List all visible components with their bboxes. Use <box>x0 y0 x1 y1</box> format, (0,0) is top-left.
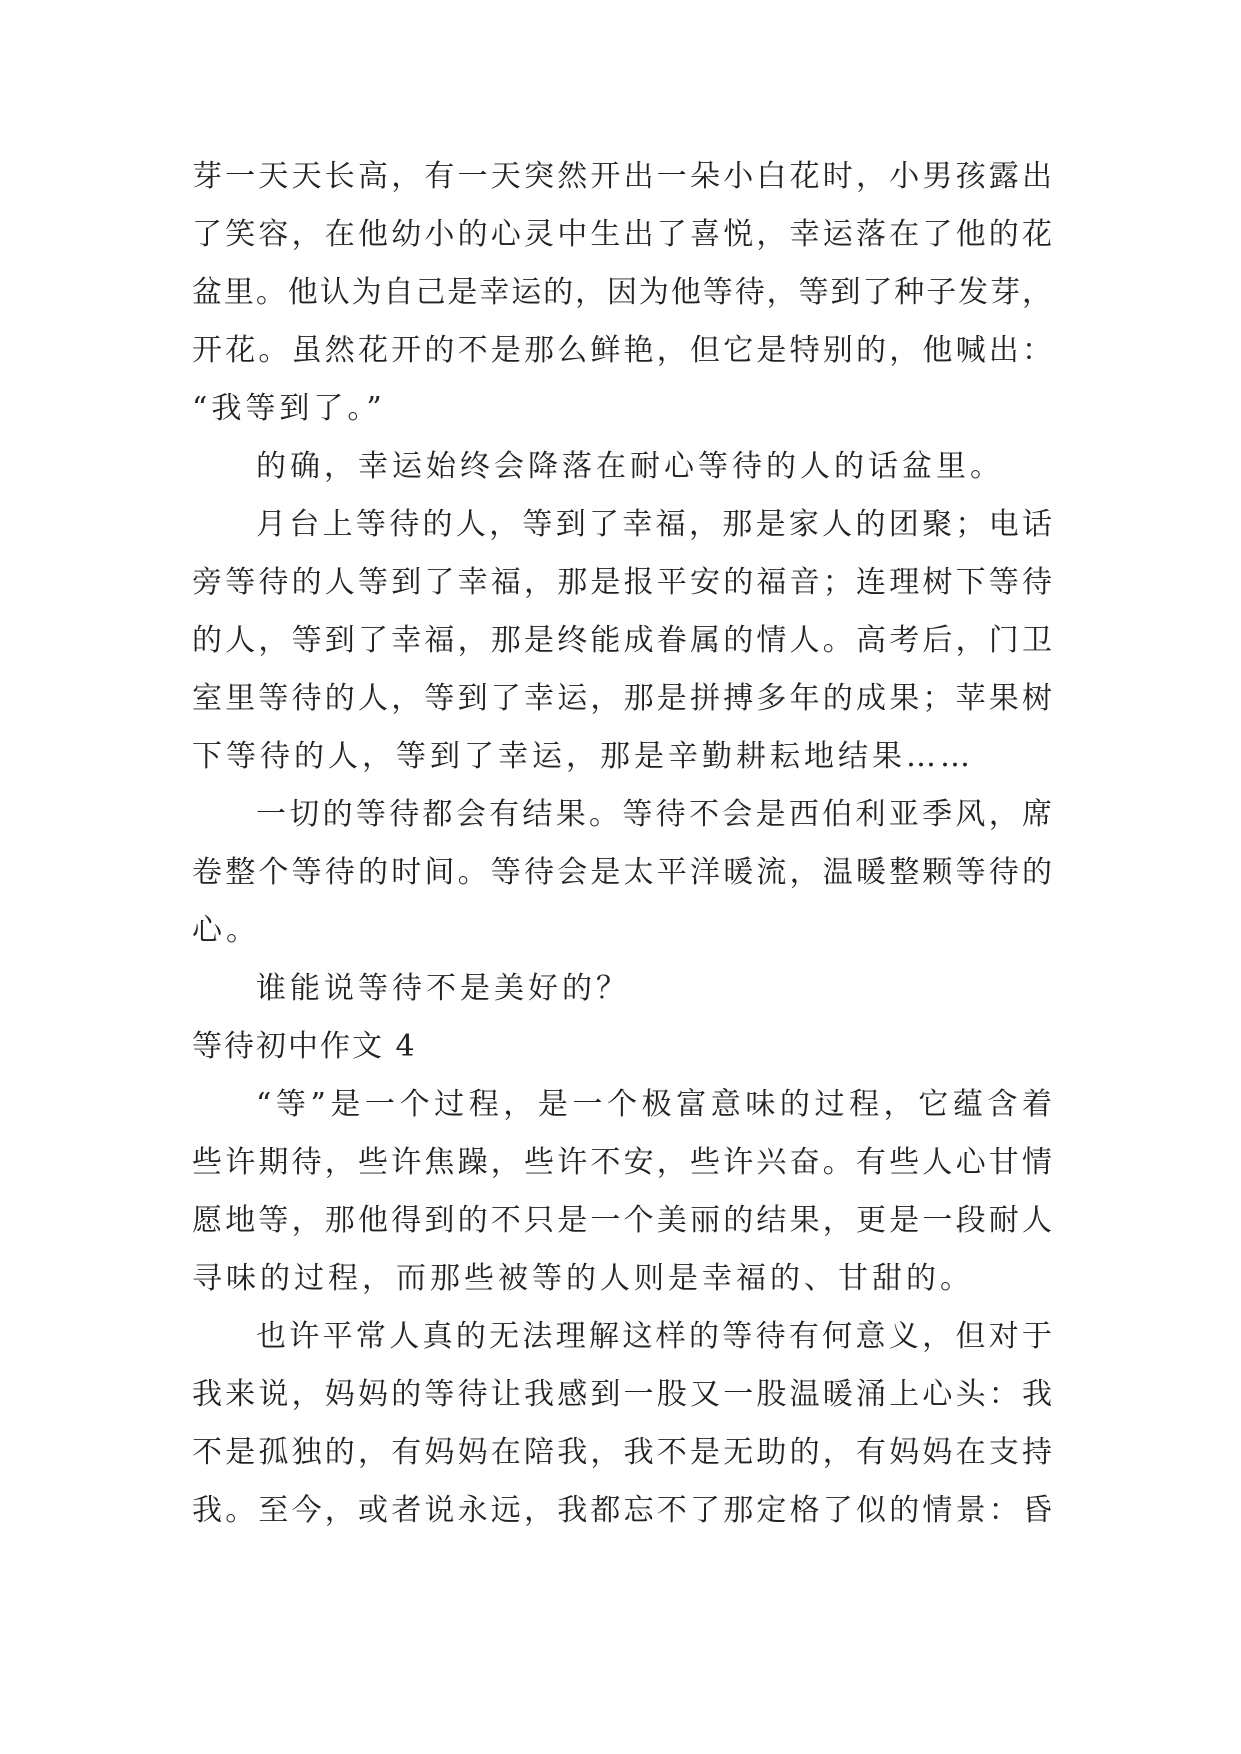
text-line: 芽一天天长高，有一天突然开出一朵小白花时，小男孩露出 <box>192 159 1052 194</box>
text-line: 寻味的过程，而那些被等的人则是幸福的、甘甜的。 <box>192 1261 974 1296</box>
text-line: 室里等待的人，等到了幸运，那是拼搏多年的成果；苹果树 <box>192 681 1052 716</box>
essay-heading: 等待初中作文 4 <box>192 1029 417 1064</box>
text-line: 我。至今，或者说永远，我都忘不了那定格了似的情景：昏 <box>192 1493 1052 1528</box>
document-page <box>192 148 1052 1540</box>
text-line: 了笑容，在他幼小的心灵中生出了喜悦，幸运落在了他的花 <box>192 217 1052 252</box>
text-line: 些许期待，些许焦躁，些许不安，些许兴奋。有些人心甘情 <box>192 1145 1052 1180</box>
text-line: 也许平常人真的无法理解这样的等待有何意义，但对于 <box>256 1319 1052 1354</box>
text-line: 愿地等，那他得到的不只是一个美丽的结果，更是一段耐人 <box>192 1203 1052 1238</box>
text-line: “我等到了。” <box>192 391 386 426</box>
text-line: 开花。虽然花开的不是那么鲜艳，但它是特别的，他喊出： <box>192 333 1052 368</box>
essay-body-part-1 <box>192 148 1052 1018</box>
essay-body-part-2 <box>192 1076 1052 1540</box>
text-line: 月台上等待的人，等到了幸福，那是家人的团聚；电话 <box>256 507 1052 542</box>
text-line: 的人，等到了幸福，那是终能成眷属的情人。高考后，门卫 <box>192 623 1052 658</box>
text-line: 下等待的人，等到了幸运，那是辛勤耕耘地结果…… <box>192 739 974 774</box>
text-line: 不是孤独的，有妈妈在陪我，我不是无助的，有妈妈在支持 <box>192 1435 1052 1470</box>
text-line: 卷整个等待的时间。等待会是太平洋暖流，温暖整颗等待的 <box>192 855 1052 890</box>
text-line: “等”是一个过程，是一个极富意味的过程，它蕴含着 <box>256 1087 1052 1122</box>
text-line: 我来说，妈妈的等待让我感到一股又一股温暖涌上心头：我 <box>192 1377 1052 1412</box>
text-line: 旁等待的人等到了幸福，那是报平安的福音；连理树下等待 <box>192 565 1052 600</box>
text-line: 的确，幸运始终会降落在耐心等待的人的话盆里。 <box>256 449 1004 484</box>
text-line: 盆里。他认为自己是幸运的，因为他等待，等到了种子发芽， <box>192 275 1052 310</box>
text-line: 谁能说等待不是美好的？ <box>256 971 630 1006</box>
text-line: 一切的等待都会有结果。等待不会是西伯利亚季风，席 <box>256 797 1052 832</box>
text-line: 心。 <box>192 913 260 948</box>
